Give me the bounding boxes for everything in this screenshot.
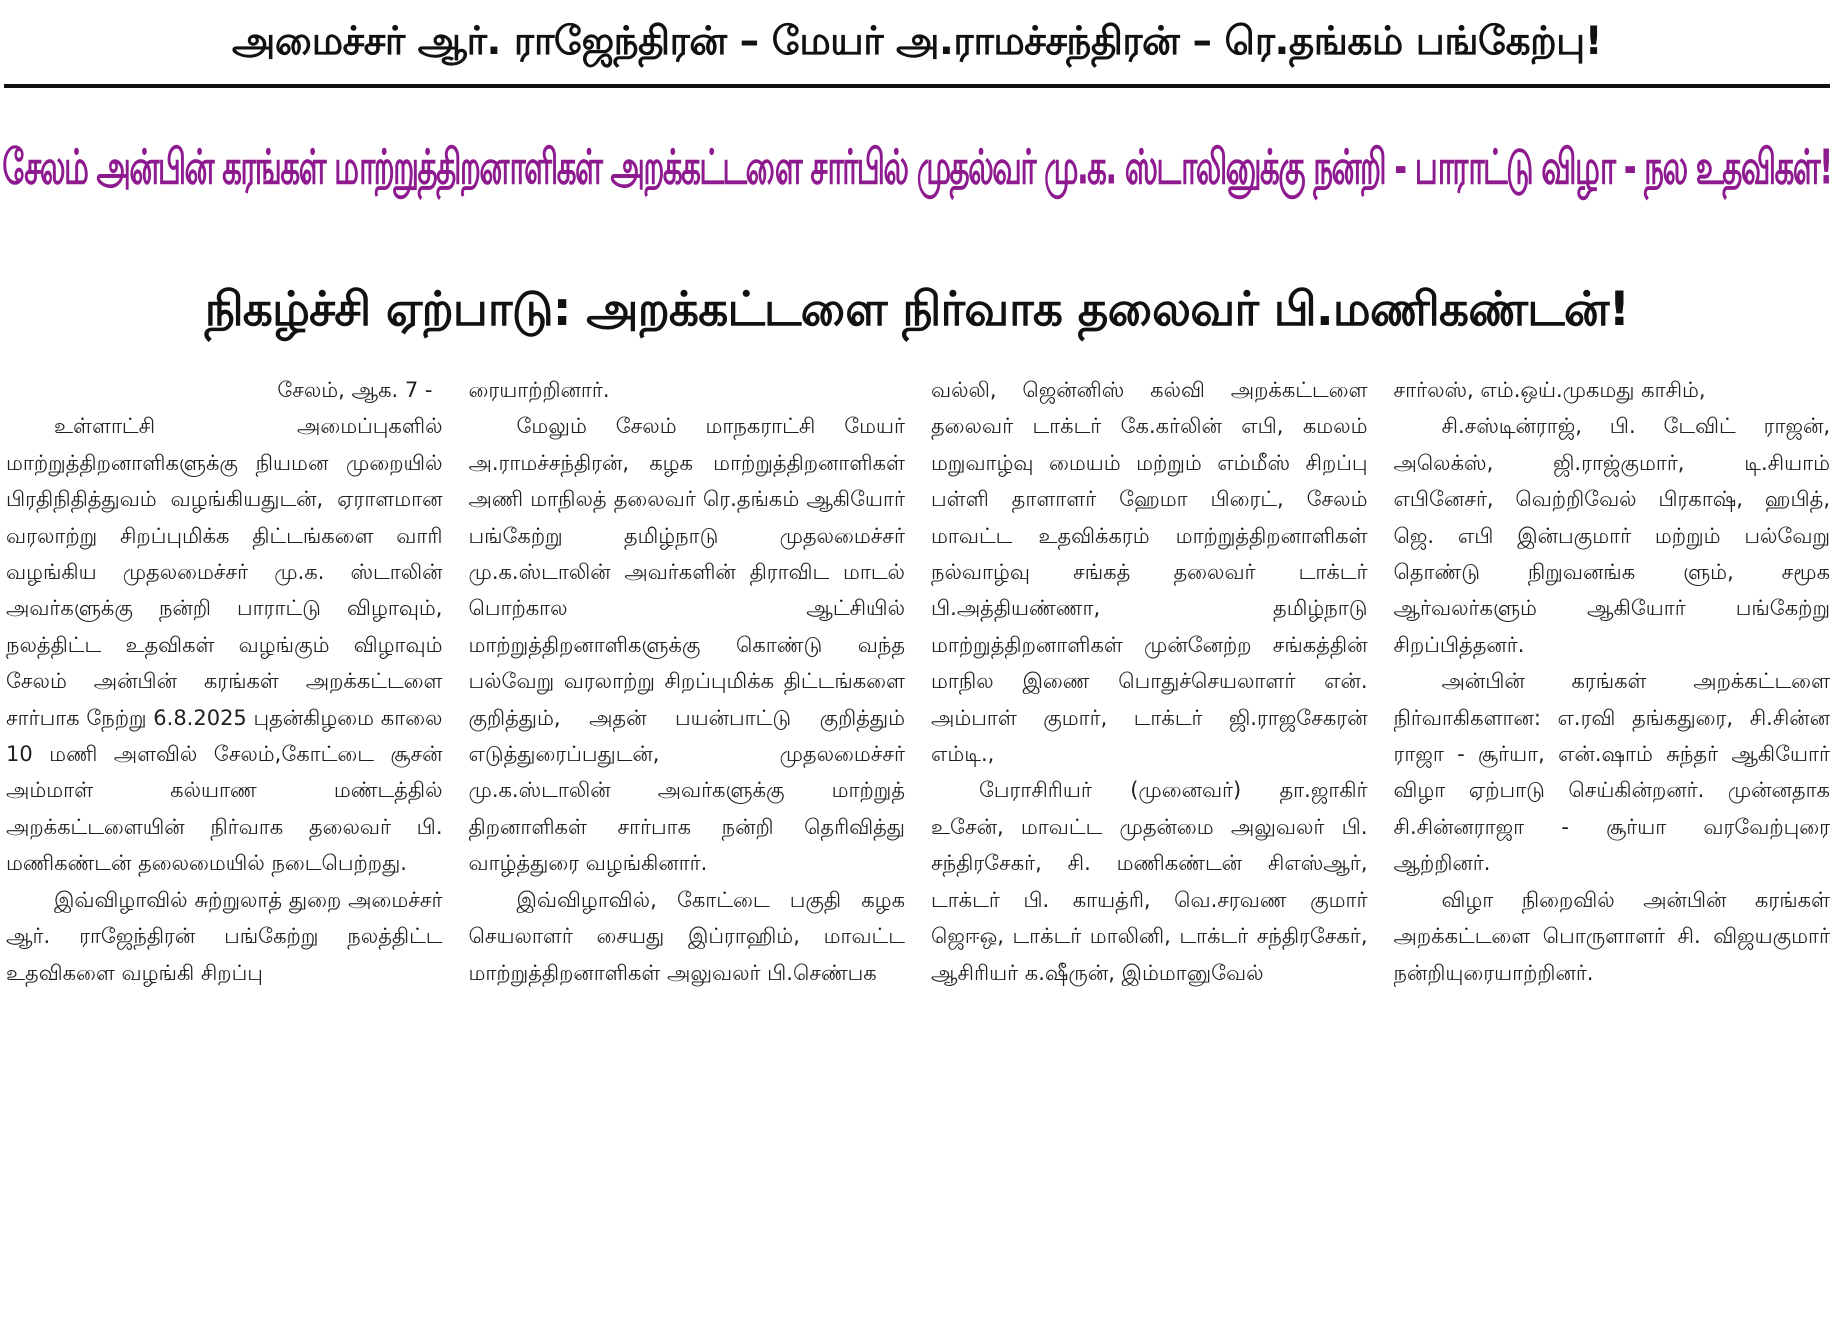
banner-headline: சேலம் அன்பின் கரங்கள் மாற்றுத்திறனாளிகள் அறக்கட்டளை சார்பில் முதல்வர் மு.க. ஸ்டாலினுக்கு நன்றி - பாராட்டு விழா - நல உதவிகள்! [2, 140, 1832, 196]
paragraph: மேலும் சேலம் மாநகராட்சி மேயர் அ.ராமச்சந்திரன், கழக மாற்றுத்திறனாளிகள் அணி மாநிலத் தலைவர் ரெ.தங்கம் ஆகியோர் பங்கேற்று தமிழ்நாடு முதலமைச்சர் மு.க.ஸ்டாலின் அவர்களின் திராவிட மாடல் பொற்கால ஆட்சியில் மாற்றுத்திறனாளிகளுக்கு கொண்டு வந்த பல்வேறு வரலாற்று சிறப்புமிக்க திட்டங்களை குறித்தும், அதன் பயன்பாட்டு குறித்தும் எடுத்துரைப்பதுடன், முதலமைச்சர் மு.க.ஸ்டாலின் அவர்களுக்கு மாற்றுத் திறனாளிகள் சார்பாக நன்றி தெரிவித்து வாழ்த்துரை வழங்கினார். [468, 414, 905, 876]
article-column-3 [931, 372, 1368, 1334]
paragraph: இவ்விழாவில் சுற்றுலாத் துறை அமைச்சர் ஆர். ராஜேந்திரன் பங்கேற்று நலத்திட்ட உதவிகளை வழங்கி சிறப்பு [6, 887, 443, 985]
headline: அமைச்சர் ஆர். ராஜேந்திரன் – மேயர் அ.ராமச்சந்திரன் – ரெ.தங்கம் பங்கேற்பு! [232, 19, 1602, 64]
paragraph: இவ்விழாவில், கோட்டை பகுதி கழக செயலாளர் சையது இப்ராஹிம், மாவட்ட மாற்றுத்திறனாளிகள் அலுவலர் பி.செண்பக [468, 887, 905, 985]
paragraph: பேராசிரியர் (முனைவர்) தா.ஜாகிர் உசேன், மாவட்ட முதன்மை அலுவலர் பி. சந்திரசேகர், சி. மணிகண்டன் சிஎஸ்ஆர், டாக்டர் பி. காயத்ரி, வெ.சரவண குமார் ஜெஈஒ, டாக்டர் மாலினி, டாக்டர் சந்திரசேகர், ஆசிரியர் க.ஷீருன், இம்மானுவேல் [931, 778, 1368, 985]
paragraph: வல்லி, ஜென்னிஸ் கல்வி அறக்கட்டளை தலைவர் டாக்டர் கே.கர்லின் எபி, கமலம் மறுவாழ்வு மையம் மற்றும் எம்மீஸ் சிறப்பு பள்ளி தாளாளர் ஹேமா பிரைட், சேலம் மாவட்ட உதவிக்கரம் மாற்றுத்திறனாளிகள் நல்வாழ்வு சங்கத் தலைவர் டாக்டர் பி.அத்தியண்ணா, தமிழ்நாடு மாற்றுத்திறனாளிகள் முன்னேற்ற சங்கத்தின் மாநில இணை பொதுச்செயலாளர் என். அம்பாள் குமார், டாக்டர் ஜி.ராஜசேகரன் எம்டி., [931, 378, 1368, 767]
paragraph: அன்பின் கரங்கள் அறக்கட்டளை நிர்வாகிகளான: எ.ரவி தங்கதுரை, சி.சின்ன ராஜா - சூர்யா, என்.ஷாம் சுந்தர் ஆகியோர் விழா ஏற்பாடு செய்கின்றனர். முன்னதாக சி.சின்னராஜா - சூர்யா வரவேற்புரை ஆற்றினர். [1393, 669, 1830, 876]
paragraph: சி.சஸ்டின்ராஜ், பி. டேவிட் ராஜன், அலெக்ஸ், ஜி.ராஜ்குமார், டி.சியாம் எபினேசர், வெற்றிவேல் பிரகாஷ், ஹபித், ஜெ. எபி இன்பகுமார் மற்றும் பல்வேறு தொண்டு நிறுவனங்க ளும், சமூக ஆர்வலர்களும் ஆகியோர் பங்கேற்று சிறப்பித்தனர். [1393, 414, 1830, 657]
subheadline: நிகழ்ச்சி ஏற்பாடு: அறக்கட்டளை நிர்வாக தலைவர் பி.மணிகண்டன்! [204, 281, 1630, 337]
article-column-4 [1394, 372, 1831, 1334]
dateline: சேலம், ஆக. 7 - [277, 378, 433, 402]
article-column-2 [469, 372, 906, 1334]
article-body [6, 372, 1830, 1334]
paragraph: விழா நிறைவில் அன்பின் கரங்கள் அறக்கட்டளை பொருளாளர் சி. விஜயகுமார் நன்றியுரையாற்றினர். [1393, 887, 1830, 985]
paragraph: சார்லஸ், எம்.ஒய்.முகமது காசிம், [1393, 378, 1706, 402]
paragraph: ரையாற்றினார். [468, 378, 610, 402]
paragraph: உள்ளாட்சி அமைப்புகளில் மாற்றுத்திறனாளிகளுக்கு நியமன முறையில் பிரதிநிதித்துவம் வழங்கியதுடன், ஏராளமான வரலாற்று சிறப்புமிக்க திட்டங்களை வாரி வழங்கிய முதலமைச்சர் மு.க. ஸ்டாலின் அவர்களுக்கு நன்றி பாராட்டு விழாவும், நலத்திட்ட உதவிகள் வழங்கும் விழாவும் சேலம் அன்பின் கரங்கள் அறக்கட்டளை சார்பாக நேற்று 6.8.2025 புதன்கிழமை காலை 10 மணி அளவில் சேலம்,கோட்டை சூசன் அம்மாள் கல்யாண மண்டத்தில் அறக்கட்டளையின் நிர்வாக தலைவர் பி. மணிகண்டன் தலைமையில் நடைபெற்றது. [6, 414, 443, 876]
article-column-1 [6, 372, 443, 1334]
